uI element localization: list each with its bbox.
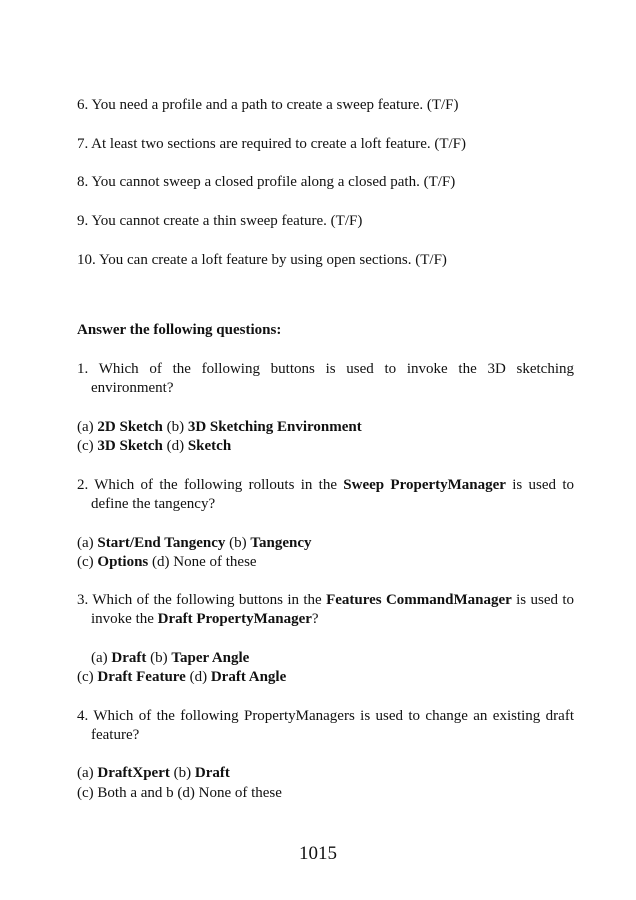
option-label: (d): [162, 438, 188, 454]
option-b: Draft: [194, 765, 230, 781]
question-4-options-cd: [77, 784, 282, 803]
question-2-options-ab: [77, 534, 312, 553]
question-2-options-cd: [77, 553, 257, 572]
tf-item-8: 8. You cannot sweep a closed profile along a closed path. (T/F): [77, 174, 456, 190]
tf-item-7: 7. At least two sections are required to create a loft feature. (T/F): [77, 136, 467, 152]
question-3-options-cd: [77, 668, 286, 687]
option-a: Start/End Tangency: [97, 535, 226, 551]
option-label: (c): [77, 554, 98, 570]
option-label: (a): [77, 765, 98, 781]
option-c: Options: [97, 554, 149, 570]
tf-item-6: 6. You need a profile and a path to create a sweep feature. (T/F): [77, 97, 459, 113]
question-text-part: is used to define the tangency?: [91, 477, 574, 512]
question-text-part: ?: [311, 611, 319, 627]
option-label: (b): [169, 765, 195, 781]
option-b: 3D Sketching Environment: [187, 419, 362, 435]
question-bold-term: Draft PropertyManager: [157, 611, 312, 627]
option-label: (b): [225, 535, 251, 551]
option-b: Taper Angle: [171, 650, 250, 666]
tf-item-9: 9. You cannot create a thin sweep feature. (T/F): [77, 213, 363, 229]
option-c: Draft Feature: [97, 669, 186, 685]
option-label: (c): [77, 438, 98, 454]
page-number: 1015: [299, 843, 337, 864]
option-label: (d): [185, 669, 211, 685]
question-3-text: [77, 591, 574, 629]
option-d: Sketch: [187, 438, 232, 454]
option-a: 2D Sketch: [97, 419, 163, 435]
option-c: 3D Sketch: [97, 438, 163, 454]
question-bold-term: Features CommandManager: [326, 592, 512, 608]
question-2-text: [77, 476, 574, 514]
question-text-part: 2. Which of the following rollouts in the: [77, 477, 344, 493]
option-d: Draft Angle: [210, 669, 287, 685]
question-1-options-cd: [77, 437, 231, 456]
option-label: (b): [146, 650, 172, 666]
question-4-options-ab: [77, 764, 230, 783]
question-1-options-ab: [77, 418, 362, 437]
option-label: (a): [91, 650, 112, 666]
option-a: DraftXpert: [97, 765, 170, 781]
option-b: Tangency: [250, 535, 312, 551]
option-label: (a): [77, 419, 98, 435]
tf-item-10: 10. You can create a loft feature by using open sections. (T/F): [77, 252, 447, 268]
question-3-options-ab: [91, 649, 249, 668]
question-text-part: is used to invoke the: [91, 592, 574, 627]
question-bold-term: Sweep PropertyManager: [343, 477, 506, 493]
option-label: (c) Both a and b (d) None of these: [77, 785, 282, 801]
question-4-text: 4. Which of the following PropertyManagers is used to change an existing draft feature?: [77, 708, 574, 743]
section-heading: Answer the following questions:: [77, 322, 282, 338]
question-text-part: 3. Which of the following buttons in the: [77, 592, 327, 608]
question-1-text: 1. Which of the following buttons is used to invoke the 3D sketching environment?: [77, 361, 574, 396]
option-d: (d) None of these: [148, 554, 257, 570]
option-label: (a): [77, 535, 98, 551]
option-label: (b): [162, 419, 188, 435]
option-label: (c): [77, 669, 98, 685]
option-a: Draft: [111, 650, 147, 666]
